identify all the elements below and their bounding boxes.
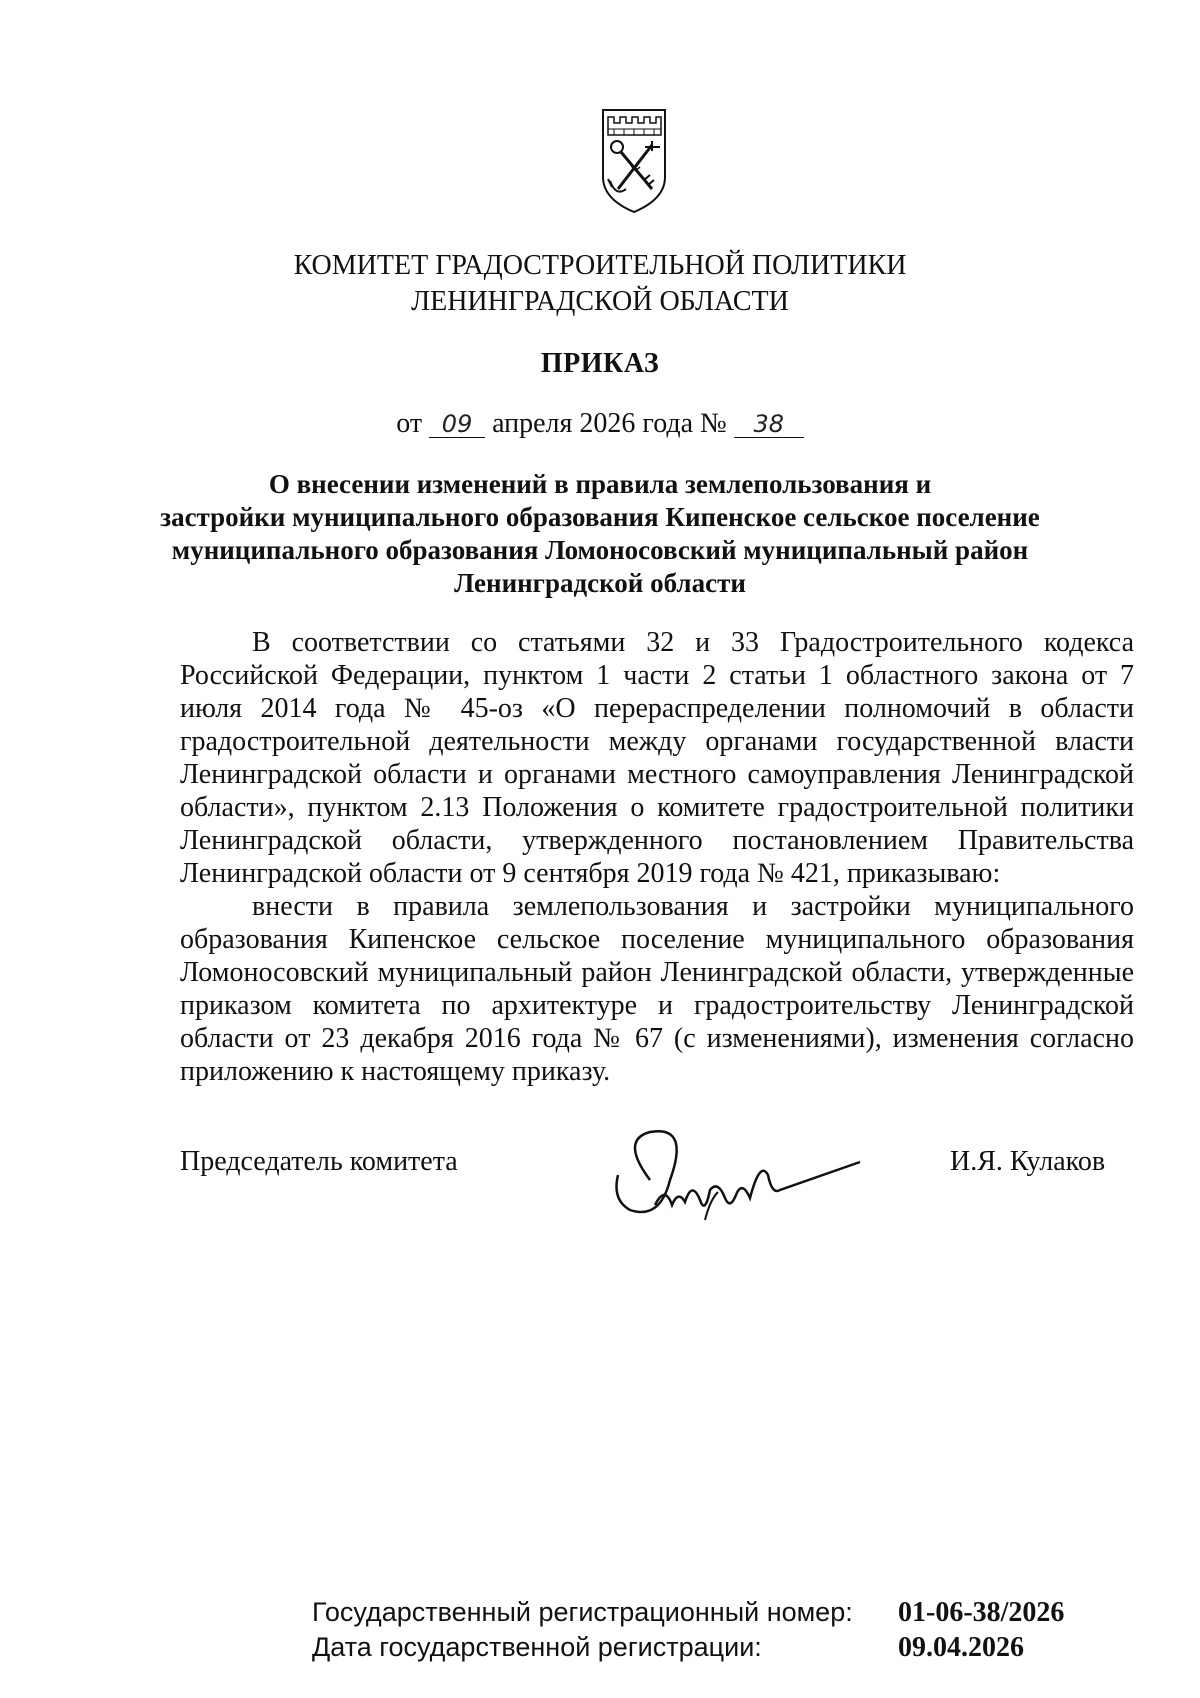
organization-name (0, 248, 1200, 320)
handwritten-number: 38 (734, 411, 804, 438)
document-date-line (0, 408, 1200, 440)
registration-block (312, 1595, 1064, 1665)
signatory-name: И.Я. Кулаков (950, 1146, 1106, 1177)
document-title-line: застройки муниципального образования Кипенское сельское поселение (160, 502, 1040, 532)
coat-of-arms-icon (600, 107, 668, 215)
organization-name-line2: ЛЕНИНГРАДСКОЙ ОБЛАСТИ (411, 286, 789, 317)
handwritten-signature (610, 1120, 870, 1240)
registration-number-value: 01-06-38/2026 (898, 1597, 1065, 1628)
signatory-role: Председатель комитета (180, 1146, 458, 1177)
document-title-line: О внесении изменений в правила землепользования и (268, 469, 932, 499)
body-paragraph: внести в правила землепользования и застройки муниципального образования Кипенское сельское поселение муниципального образования Ломоносовский муниципальный район Ленинградской области, утвержденные приказом комитета по архитектуре и градостроительству Ленинградской области от 23 декабря 2016 года № 67 (с изменениями), изменения согласно приложению к настоящему приказу. (180, 891, 1134, 1087)
registration-date-row (312, 1630, 1064, 1665)
body-paragraph: В соответствии со статьями 32 и 33 Градостроительного кодекса Российской Федерации, пунктом 1 части 2 статьи 1 областного закона от 7 июля 2014 года № 45-оз «О перераспределении полномочий в области градостроительной деятельности между органами государственной власти Ленинградской области и органами местного самоуправления Ленинградской области», пунктом 2.13 Положения о комитете градостроительной политики Ленинградской области, утвержденного постановлением Правительства Ленинградской области от 9 сентября 2019 года № 421, приказываю: (180, 627, 1134, 889)
document-type: ПРИКАЗ (540, 348, 660, 379)
registration-date-value: 09.04.2026 (898, 1632, 1024, 1663)
document-title (0, 468, 1200, 600)
document-title-line: муниципального образования Ломоносовский муниципальный район (171, 535, 1029, 565)
document-title-line: Ленинградской области (454, 568, 746, 598)
registration-number-label: Государственный регистрационный номер: (312, 1597, 853, 1627)
date-rest: апреля 2026 года № (492, 408, 727, 439)
registration-date-label: Дата государственной регистрации: (312, 1632, 762, 1662)
organization-name-line1: КОМИТЕТ ГРАДОСТРОИТЕЛЬНОЙ ПОЛИТИКИ (293, 250, 907, 281)
registration-number-row (312, 1595, 1064, 1630)
date-prefix: от (396, 408, 423, 439)
handwritten-day: 09 (429, 411, 485, 438)
document-body (180, 626, 1134, 1088)
